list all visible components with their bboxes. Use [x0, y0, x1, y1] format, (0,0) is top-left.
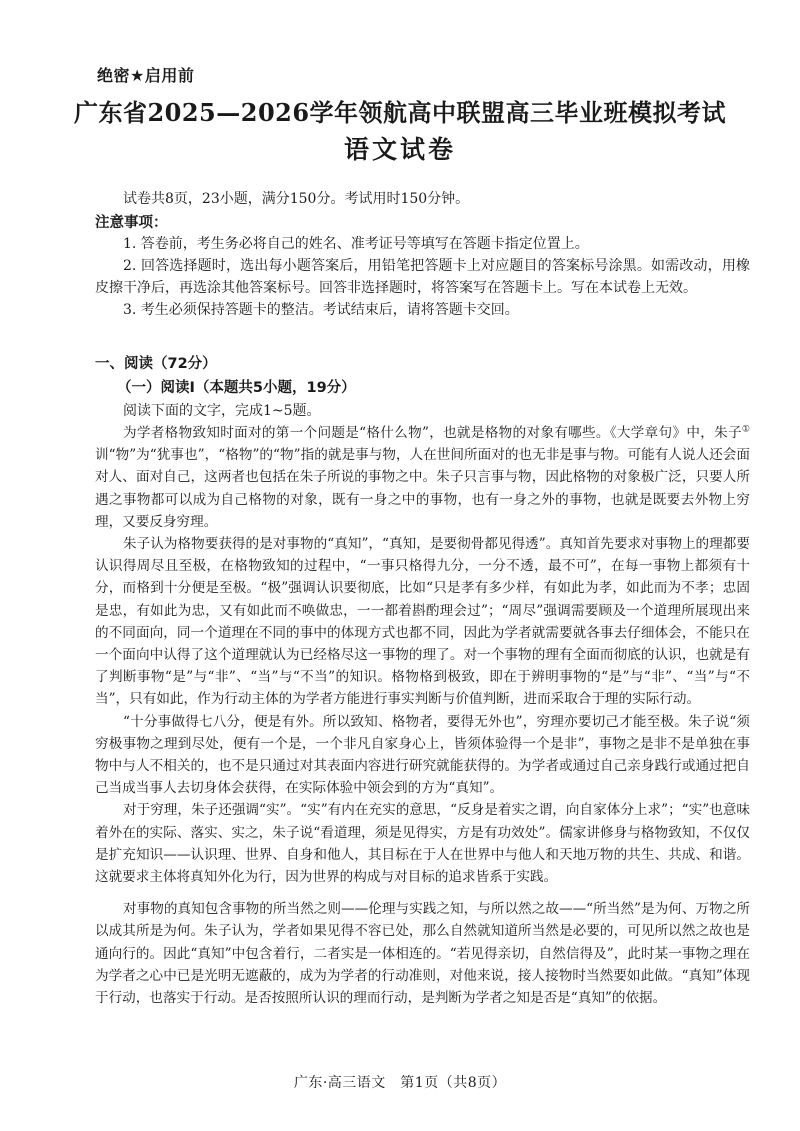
confidential-label: 绝密★启用前: [97, 66, 195, 85]
notice-item: 3. 考生必须保持答题卡的整洁。考试结束后，请将答题卡交回。: [123, 302, 519, 318]
passage-text: 为学者格物致知时面对的第一个问题是“格什么物”，也就是格物的对象有哪些。《大学章句》中，朱子: [123, 425, 742, 441]
notice-item: 2. 回答选择题时，选出每小题答案后，用铅笔把答题卡上对应题目的答案标号涂黑。如需改动，用橡皮擦干净后，再选涂其他答案标号。回答非选择题时，将答案写在答题卡上。写在本试卷上无效。: [95, 258, 750, 296]
reading-passage: [95, 422, 750, 1009]
exam-title: 广东省2025—2026学年领航高中联盟高三毕业班模拟考试: [73, 98, 727, 127]
footnote-marker: ①: [741, 424, 750, 435]
page-footer: 广东·高三语文 第1页（共8页）: [293, 1075, 507, 1091]
passage-paragraph: 朱子认为格物要获得的是对事物的“真知”，“真知，是要彻骨都见得透”。真知首先要求对事物上的理都要认识得周尽且至极，在格物致知的过程中，“一事只格得九分，一分不透，最不可”，在每一事物上都须有十分，而格到十分便是至极。“极”强调认识要彻底，比如“只是孝有多少样，有如此为孝，如此而为不孝；忠固是忠，有如此为忠，又有如此而不唤做忠，一一都着斟酌理会过”；“周尽”强调需要顾及一个道理所展现出来的不同面向，同一个道理在不同的事中的体现方式也都不同，因此为学者就需要就各事去仔细体会，不能只在一个面向中认得了这个道理就认为已经格尽这一事物的理了。对一个事物的理有全面而彻底的认识，也就是有了判断事物“是”与“非”、“当”与“不当”的知识。格物格到极致，即在于辨明事物的“是”与“非”、“当”与“不当”，只有如此，作为行动主体的为学者方能进行事实判断与价值判断，进而采取合于理的实际行动。: [95, 536, 750, 708]
exam-info: 试卷共8页，23小题，满分150分。考试用时150分钟。: [123, 191, 470, 207]
subject-title: 语文试卷: [343, 135, 456, 164]
passage-text: 训“物”为“犹事也”，“格物”的“物”指的就是事与物，人在世间所面对的也无非是事与物。可能有人说人还会面对人、面对自己，这两者也包括在朱子所说的事物之中。朱子只言事与物，因此格物的对象极广泛，只要人所遇之事物都可以成为自己格物的对象，既有一身之中的事物，也有一身之外的事物，也就是既要去外物上穷理，又要反身穷理。: [95, 447, 750, 530]
notices-list: [95, 233, 750, 321]
notice-item: 1. 答卷前，考生务必将自己的姓名、准考证号等填写在答题卡指定位置上。: [123, 236, 589, 252]
notices-heading: 注意事项：: [95, 215, 168, 231]
passage-paragraph: 对事物的真知包含事物的所当然之则——伦理与实践之知，与所以然之故——“所当然”是为何、万物之所以成其所是为何。朱子认为，学者如果见得不容已处，那么自然就知道所当然是必要的，可见所以然之故也是通向行的。因此“真知”中包含着行，二者实是一体相连的。“若见得亲切，自然信得及”，此时某一事物之理在为学者之心中已是光明无遮蔽的，成为为学者的行动准则，对他来说，接人接物时当然要如此做。“真知”体现于行动，也落实于行动。是否按照所认识的理而行动，是判断为学者之知是否是“真知”的依据。: [95, 901, 750, 1007]
passage-paragraph: “十分事做得七八分，便是有外。所以致知、格物者，要得无外也”，穷理亦要切己才能至极。朱子说“须穷极事物之理到尽处，便有一个是，一个非凡自家身心上，皆须体验得一个是非”，事物之是非不是单独在事物中与人不相关的，也不是只通过对其表面内容进行研究就能获得的。为学者或通过自己亲身践行或通过把自己当成当事人去切身体会获得，在实际体验中领会到的方为“真知”。: [95, 713, 750, 797]
section-heading: 一、阅读（72分）: [95, 356, 217, 372]
reading-instruction: 阅读下面的文字，完成1~5题。: [123, 403, 321, 419]
subsection-heading: （一）阅读Ⅰ（本题共5小题，19分）: [117, 380, 356, 396]
passage-paragraph: [95, 422, 750, 533]
passage-paragraph: 对于穷理，朱子还强调“实”。“实”有内在充实的意思，“反身是着实之谓，向自家体分上求”；“实”也意味着外在的实际、落实、实之，朱子说“看道理，须是见得实，方是有功效处”。儒家讲修身与格物致知，不仅仅是扩充知识——认识理、世界、自身和他人，其目标在于人在世界中与他人和天地万物的共生、共成、和谐。这就要求主体将真知外化为行，因为世界的构成与对目标的追求皆系于实践。: [95, 802, 750, 886]
